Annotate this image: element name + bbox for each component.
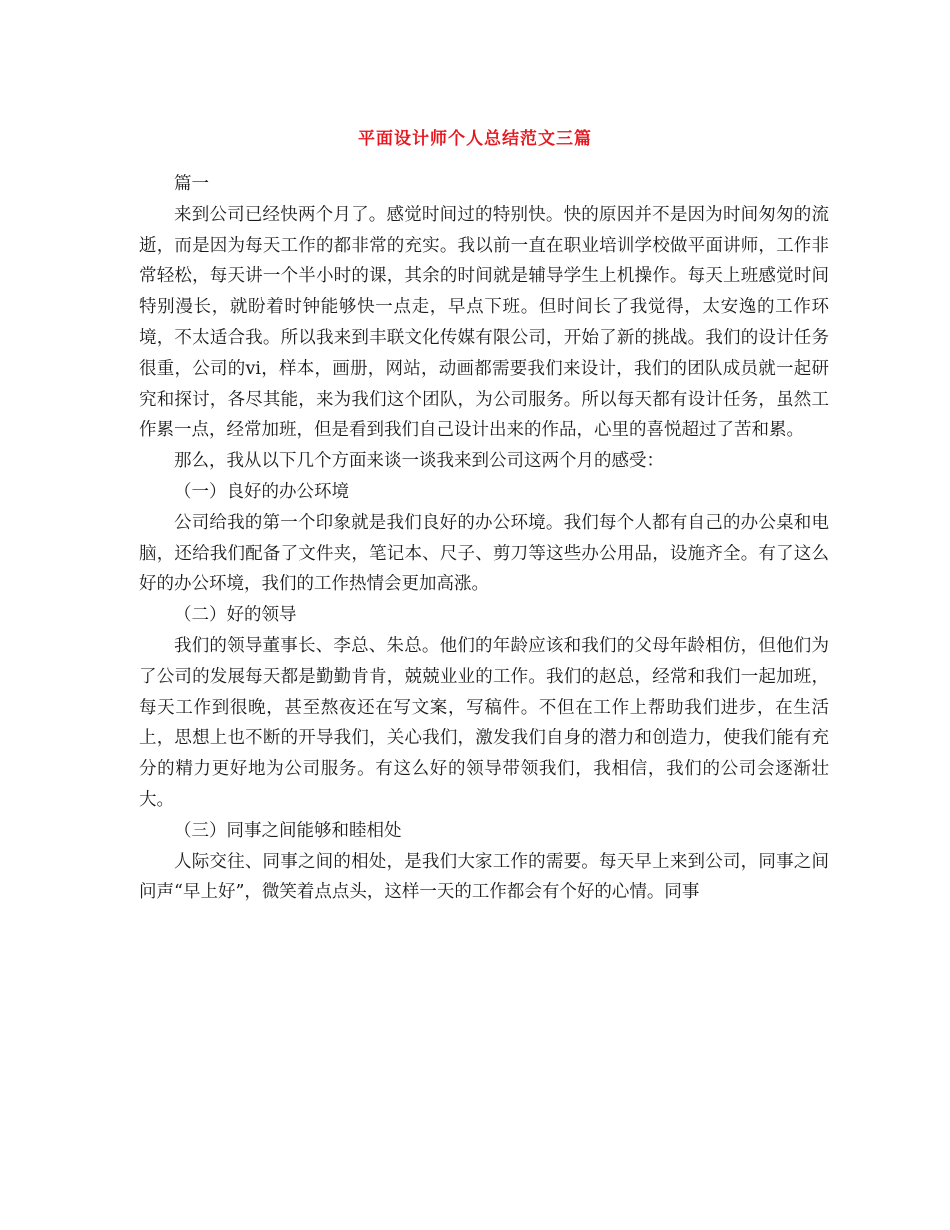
paragraph: 我们的领导董事长、李总、朱总。他们的年龄应该和我们的父母年龄相仿，但他们为了公司的发展每天都是勤勤肯肯，兢兢业业的工作。我们的赵总，经常和我们一起加班，每天工作到很晚，甚至熬夜还在写文案，写稿件。不但在工作上帮助我们进步，在生活上，思想上也不断的开导我们，关心我们，激发我们自身的潜力和创造力，使我们能有充分的精力更好地为公司服务。有这么好的领导带领我们，我相信，我们的公司会逐渐壮大。 bbox=[139, 635, 829, 810]
document-body bbox=[139, 169, 829, 908]
subheading: （一）良好的办公环境 bbox=[174, 481, 349, 502]
paragraph: 来到公司已经快两个月了。感觉时间过的特别快。快的原因并不是因为时间匆匆的流逝，而是因为每天工作的都非常的充实。我以前一直在职业培训学校做平面讲师，工作非常轻松，每天讲一个半小时的课，其余的时间就是辅导学生上机操作。每天上班感觉时间特别漫长，就盼着时钟能够快一点走，早点下班。但时间长了我觉得，太安逸的工作环境，不太适合我。所以我来到丰联文化传媒有限公司，开始了新的挑战。我们的设计任务很重，公司的vi，样本，画册，网站，动画都需要我们来设计，我们的团队成员就一起研究和探讨，各尽其能，来为我们这个团队，为公司服务。所以每天都有设计任务，虽然工作累一点，经常加班，但是看到我们自己设计出来的作品，心里的喜悦超过了苦和累。 bbox=[139, 204, 829, 441]
subheading: （三）同事之间能够和睦相处 bbox=[174, 820, 402, 841]
section-heading: 篇一 bbox=[174, 174, 209, 194]
paragraph: 公司给我的第一个印象就是我们良好的办公环境。我们每个人都有自己的办公桌和电脑，还给我们配备了文件夹，笔记本、尺子、剪刀等这些办公用品，设施齐全。有了这么好的办公环境，我们的工作热情会更加高涨。 bbox=[139, 512, 829, 595]
subheading: （二）好的领导 bbox=[174, 605, 297, 626]
document-title: 平面设计师个人总结范文三篇 bbox=[358, 129, 592, 149]
paragraph: 那么，我从以下几个方面来谈一谈我来到公司这两个月的感受： bbox=[174, 451, 664, 472]
paragraph: 人际交往、同事之间的相处，是我们大家工作的需要。每天早上来到公司，同事之间问声“早上好”，微笑着点点头，这样一天的工作都会有个好的心情。同事 bbox=[139, 851, 829, 903]
